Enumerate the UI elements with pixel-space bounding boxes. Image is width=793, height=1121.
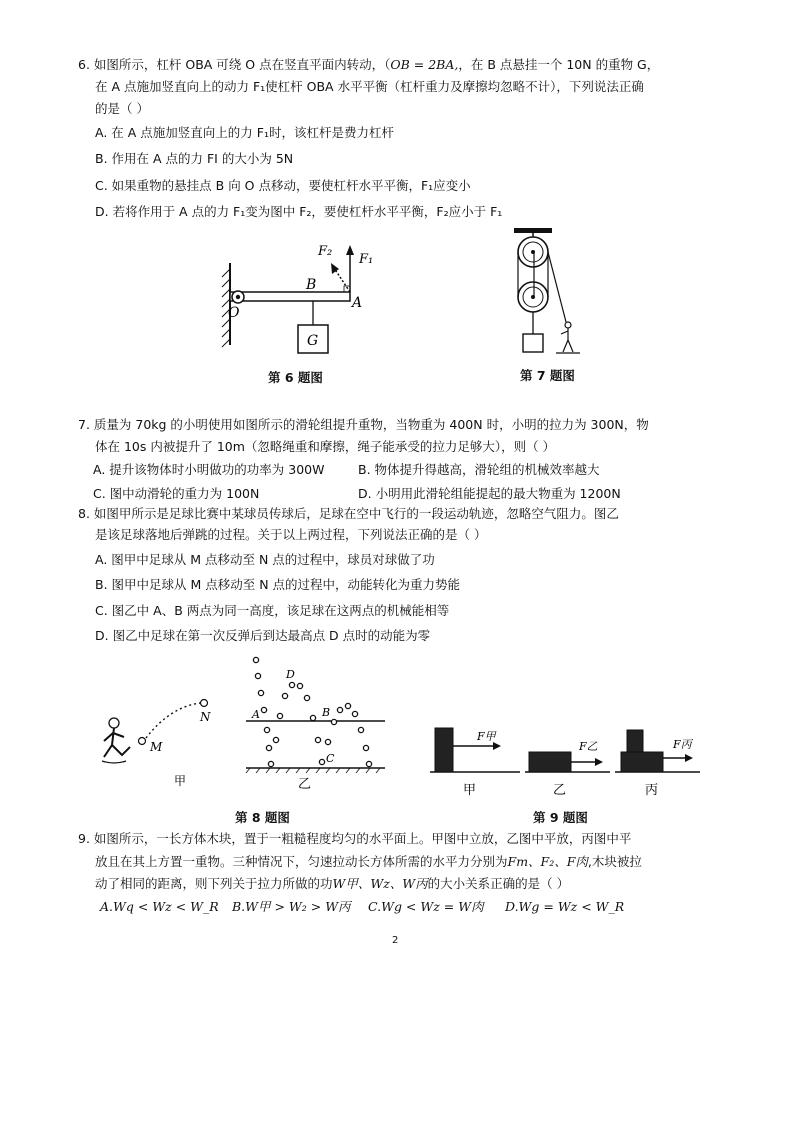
q9-label-yi: 乙	[553, 783, 567, 798]
q6-label-f2: F₂	[318, 244, 333, 259]
q9-option-c: C.Wg < Wz = W肉	[368, 899, 484, 914]
q7-stem-line-1: 7. 质量为 70kg 的小明使用如图所示的滑轮组提升重物，当物重为 400N 时，小明的拉力为 300N，物	[78, 417, 649, 432]
q9-label-jia: 甲	[463, 783, 477, 798]
q8-label-b: B	[322, 706, 331, 719]
q6-label-g: G	[307, 333, 319, 349]
q8-figure-yi	[240, 648, 390, 793]
q8-figure-jia	[100, 695, 230, 795]
q8-option-c: C. 图乙中 A、B 两点为同一高度，该足球在这两点的机械能相等	[95, 603, 450, 618]
q6-option-c: C. 如果重物的悬挂点 B 向 O 点移动，要使杠杆水平平衡，F₁应变小	[95, 178, 471, 193]
q7-option-c: C. 图中动滑轮的重力为 100N	[93, 486, 260, 501]
q7-pulley-figure	[498, 222, 588, 357]
q9-label-f-jia: F甲	[477, 730, 496, 743]
q9-option-a: A.Wq < Wz < W_R	[100, 899, 219, 914]
q9-label-f-bing: F丙	[673, 738, 692, 751]
q6-label-o: O	[228, 305, 240, 321]
q7-option-a: A. 提升该物体时小明做功的功率为 300W	[93, 462, 325, 477]
q8-label-c: C	[326, 752, 335, 765]
q9-option-b: B.W甲 > W₂ > W丙	[232, 899, 351, 914]
q7-figure-caption: 第 7 题图	[520, 368, 575, 383]
q8-figure-caption: 第 8 题图	[235, 810, 290, 825]
q8-label-yi: 乙	[298, 777, 312, 792]
q8-label-d: D	[286, 668, 295, 681]
q8-label-jia: 甲	[174, 774, 187, 788]
q9-label-f-yi: F乙	[579, 740, 598, 753]
q8-label-m: M	[150, 740, 163, 754]
q9-option-d: D.Wg = Wz < W_R	[505, 899, 625, 914]
q9-stem-line-1: 9. 如图所示，一长方体木块，置于一粗糙程度均匀的水平面上。甲图中立放，乙图中平放，丙图中平	[78, 831, 632, 846]
q8-option-d: D. 图乙中足球在第一次反弹后到达最高点 D 点时的动能为零	[95, 628, 431, 643]
q6-option-b: B. 作用在 A 点的力 FI 的大小为 5N	[95, 151, 294, 166]
q9-stem-line-2: 放且在其上方置一重物。三种情况下，匀速拉动长方体所需的水平力分别为Fm、F₂、F肉,木块被拉	[95, 854, 642, 869]
q7-option-d: D. 小明用此滑轮组能提起的最大物重为 1200N	[358, 486, 621, 501]
q8-label-a: A	[252, 708, 260, 721]
q7-option-b: B. 物体提升得越高，滑轮组的机械效率越大	[358, 462, 600, 477]
q6-option-a: A. 在 A 点施加竖直向上的力 F₁时，该杠杆是费力杠杆	[95, 125, 394, 140]
q8-stem-line-2: 是该足球落地后弹跳的过程。关于以上两过程，下列说法正确的是（ ）	[95, 527, 487, 542]
page-number: 2	[392, 935, 399, 946]
q6-option-d: D. 若将作用于 A 点的力 F₁变为图中 F₂，要使杠杆水平平衡，F₂应小于 F₁	[95, 204, 503, 219]
q8-option-a: A. 图甲中足球从 M 点移动至 N 点的过程中，球员对球做了功	[95, 552, 435, 567]
q6-stem-line-3: 的是（ ）	[95, 101, 149, 116]
q6-label-f1: F₁	[359, 252, 374, 267]
q6-stem-line-1: 6. 如图所示，杠杆 OBA 可绕 O 点在竖直平面内转动，（OB = 2BA,，在 B 点悬挂一个 10N 的重物 G，	[78, 57, 660, 72]
q6-label-b: B	[306, 277, 317, 293]
q6-figure-caption: 第 6 题图	[268, 370, 323, 385]
q6-stem-line-2: 在 A 点施加竖直向上的动力 F₁使杠杆 OBA 水平平衡（杠杆重力及摩擦均忽略不计），下列说法正确	[95, 79, 644, 94]
q8-stem-line-1: 8. 如图甲所示是足球比赛中某球员传球后，足球在空中飞行的一段运动轨迹，忽略空气阻力。图乙	[78, 506, 619, 521]
q8-label-n: N	[200, 710, 211, 724]
q6-label-a: A	[352, 295, 363, 311]
q7-stem-line-2: 体在 10s 内被提升了 10m（忽略绳重和摩擦，绳子能承受的拉力足够大），则（ ）	[95, 439, 556, 454]
q9-label-bing: 丙	[645, 783, 659, 798]
q8-option-b: B. 图甲中足球从 M 点移动至 N 点的过程中，动能转化为重力势能	[95, 577, 461, 592]
q9-stem-line-3: 动了相同的距离，则下列关于拉力所做的功W甲、Wz、W丙的大小关系正确的是（ ）	[95, 876, 570, 891]
q6-lever-figure	[210, 235, 374, 360]
q9-figure	[425, 720, 705, 800]
q9-figure-caption: 第 9 题图	[533, 810, 588, 825]
